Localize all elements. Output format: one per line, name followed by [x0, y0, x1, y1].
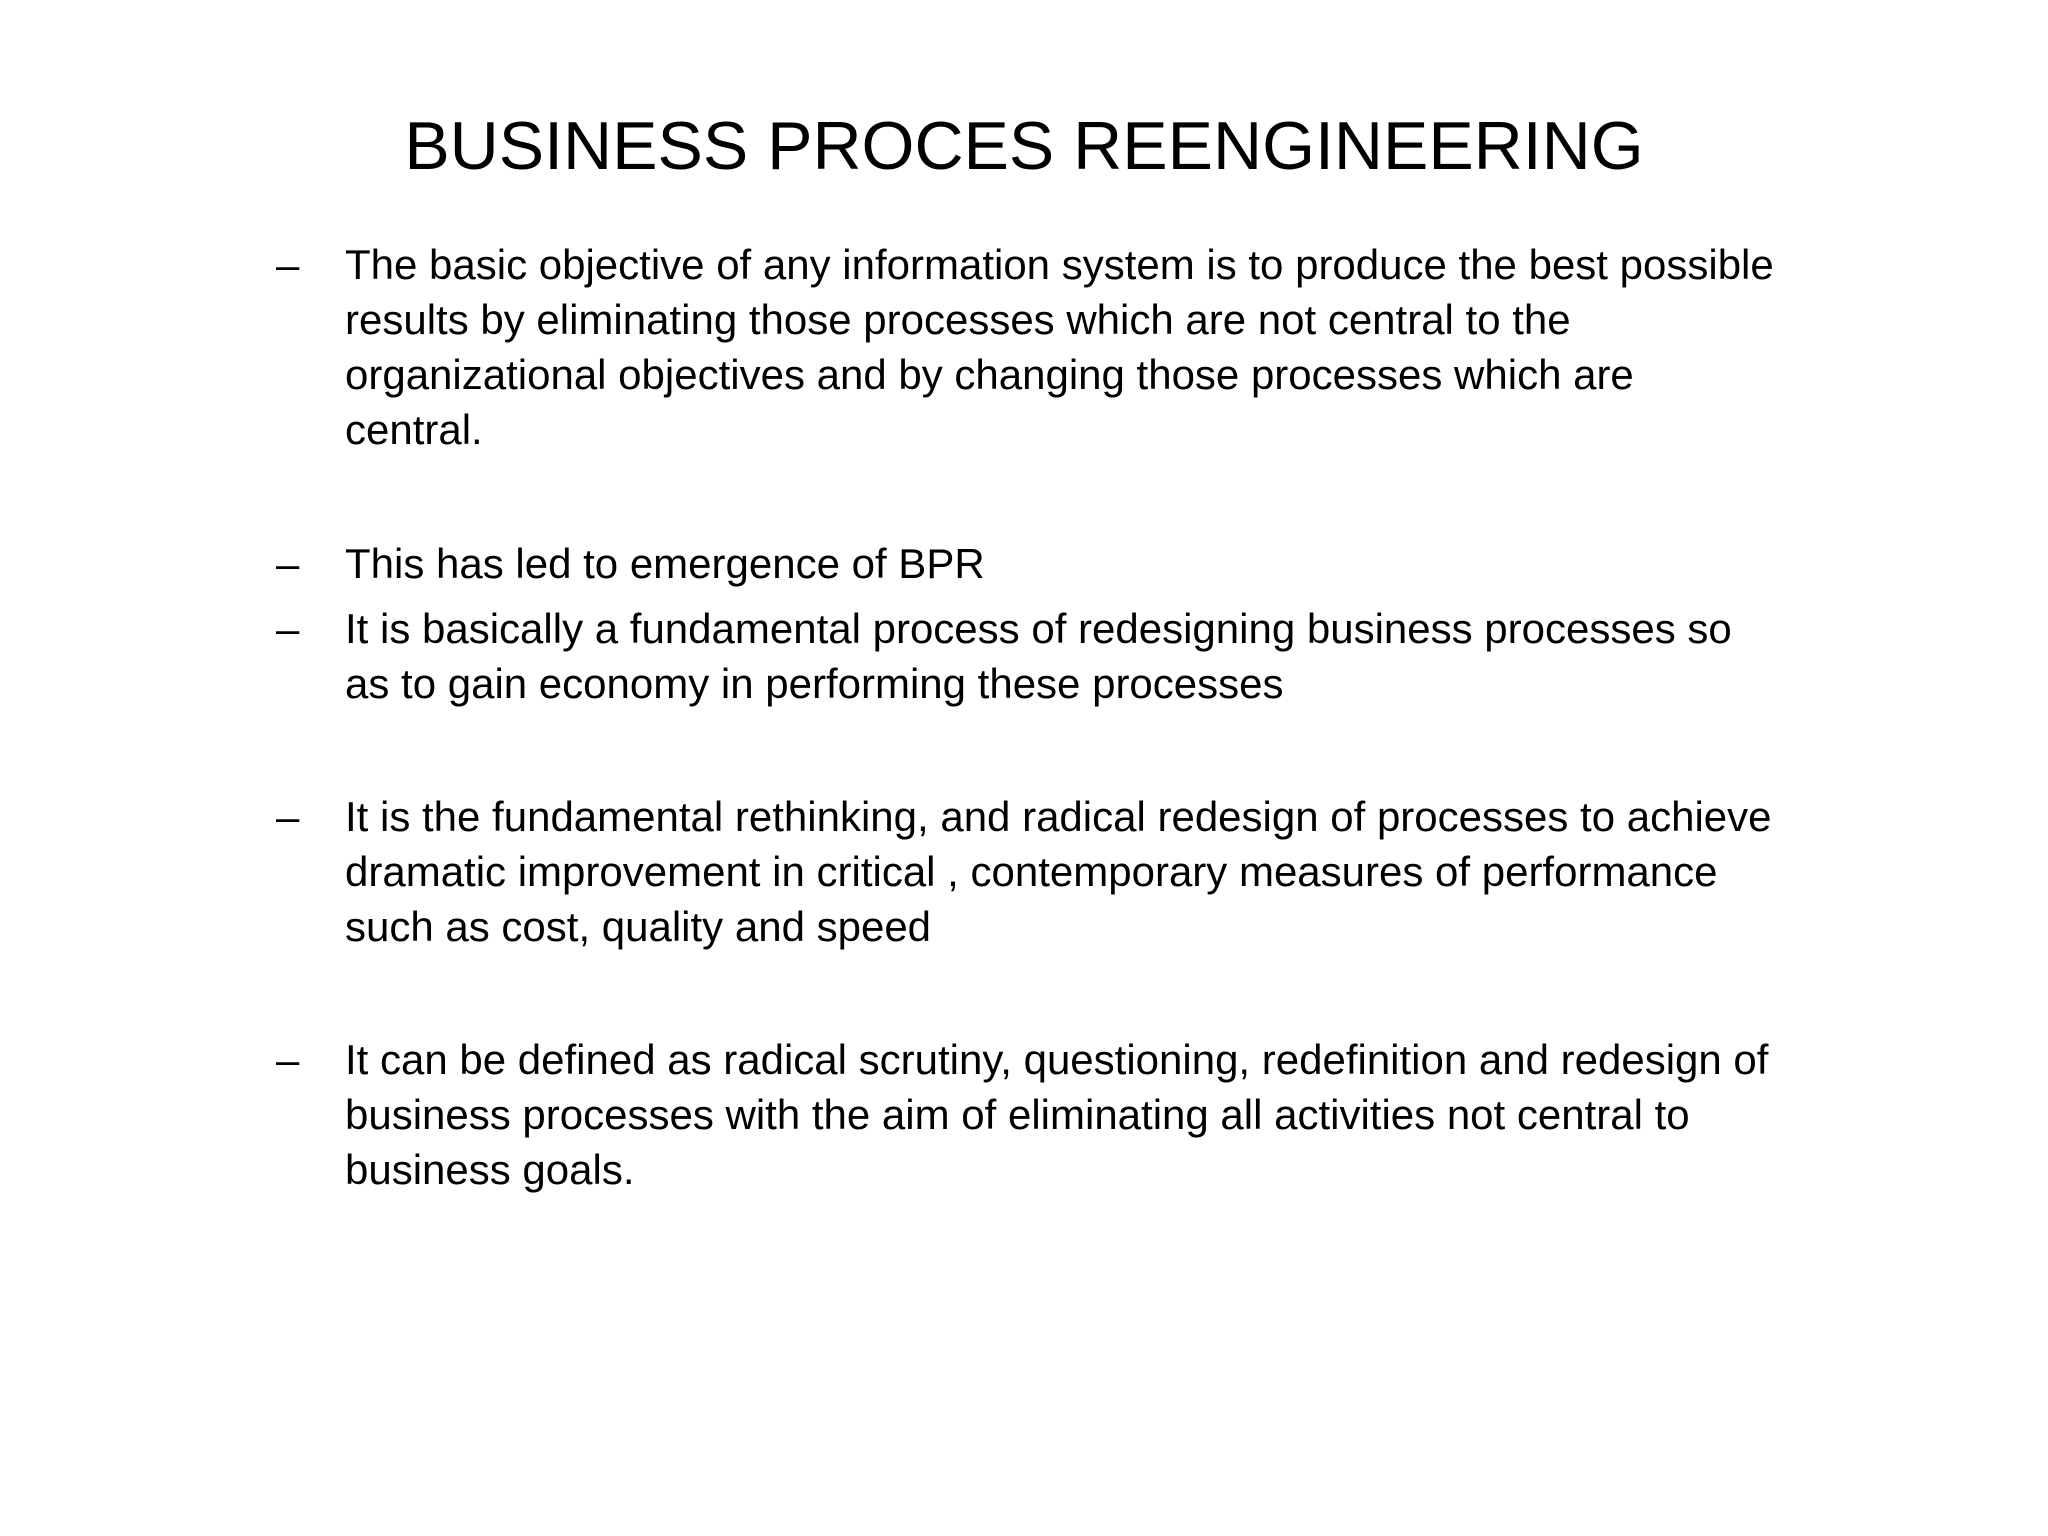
bullet-text: The basic objective of any information system is to produce the best possible results by eliminating those processes which are not central to the organizational objectives and by changing those processes which are central. [345, 241, 1774, 453]
dash-icon: – [276, 1036, 300, 1083]
bullet-text: It is basically a fundamental process of redesigning business processes so as to gain economy in performing these processes [345, 605, 1732, 707]
bullet-item [276, 237, 1916, 457]
bullet-text: This has led to emergence of BPR [345, 540, 985, 587]
bullet-item [276, 536, 1916, 591]
bullet-text: It can be defined as radical scrutiny, questioning, redefinition and redesign of business processes with the aim of eliminating all activities not central to business goals. [345, 1036, 1769, 1193]
bullet-item [276, 789, 1916, 954]
bullet-item [276, 1032, 1916, 1197]
bullet-text: It is the fundamental rethinking, and radical redesign of processes to achieve dramatic improvement in critical , contemporary measures of performance such as cost, quality and speed [345, 793, 1772, 950]
slide-title: BUSINESS PROCES REENGINEERING [404, 108, 1644, 184]
dash-icon: – [276, 605, 300, 652]
dash-icon: – [276, 793, 300, 840]
dash-icon: – [276, 540, 300, 587]
bullet-item [276, 601, 1916, 711]
dash-icon: – [276, 241, 300, 288]
